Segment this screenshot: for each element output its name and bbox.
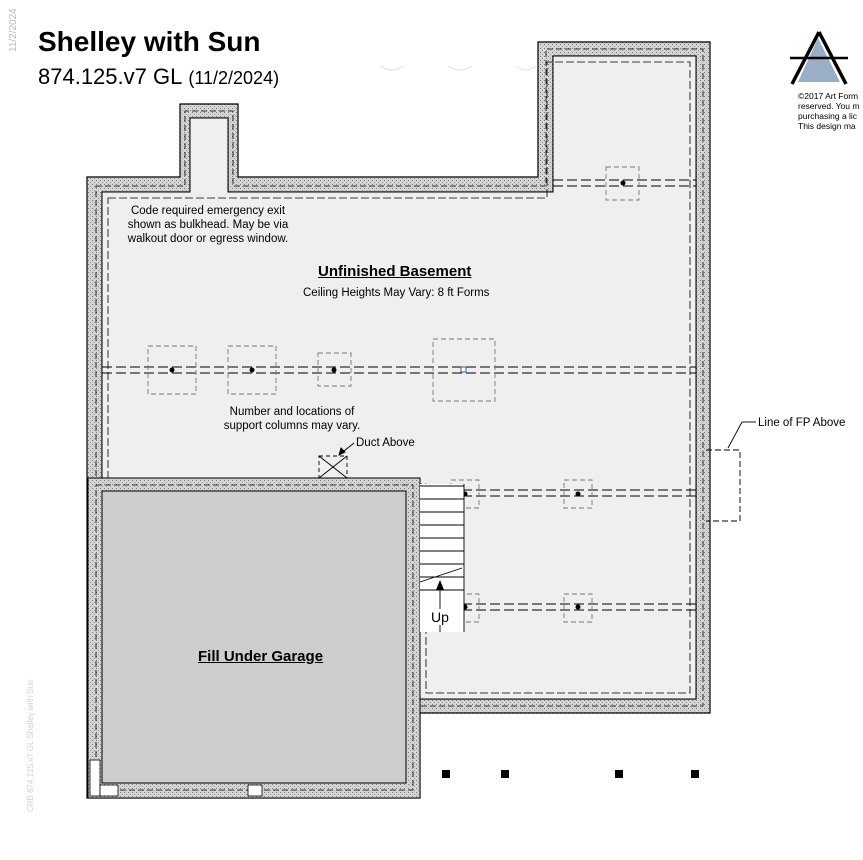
note-line: shown as bulkhead. May be via <box>127 219 289 231</box>
garage-fill-area <box>88 478 420 798</box>
copyright-line: ©2017 Art Form <box>798 91 859 101</box>
emergency-exit-note <box>118 204 298 246</box>
plan-code-text: 874.125.v7 GL <box>38 64 183 89</box>
copyright-line: purchasing a lic <box>798 111 858 121</box>
duct-label: Duct Above <box>356 437 415 449</box>
copyright-line: reserved. You m <box>798 101 860 111</box>
copyright-notice <box>798 91 863 131</box>
plan-title: Shelley with Sun <box>38 26 261 57</box>
side-caption: CRB 874.125.v7 GL Shelley with Sun <box>26 679 35 812</box>
a-frame-triangle-logo-icon <box>790 32 848 84</box>
stairs-up-label: Up <box>431 609 449 625</box>
note-line: Code required emergency exit <box>130 205 286 217</box>
basement-title: Unfinished Basement <box>318 263 472 280</box>
faint-marks <box>380 66 536 70</box>
basement-ceiling-note: Ceiling Heights May Vary: 8 ft Forms <box>303 287 490 299</box>
copyright-line: This design ma <box>798 121 856 131</box>
side-date: 11/2/2024 <box>8 8 19 52</box>
fireplace-label: Line of FP Above <box>758 417 846 429</box>
garage-title: Fill Under Garage <box>198 648 324 665</box>
plan-date: (11/2/2024) <box>188 68 280 88</box>
note-line: Number and locations of <box>229 406 355 418</box>
note-line: walkout door or egress window. <box>127 233 289 245</box>
note-line: support columns may vary. <box>223 420 361 432</box>
plan-code <box>38 64 279 90</box>
columns-note <box>212 405 372 433</box>
deck-piers <box>442 770 699 778</box>
fireplace-line <box>706 422 756 521</box>
